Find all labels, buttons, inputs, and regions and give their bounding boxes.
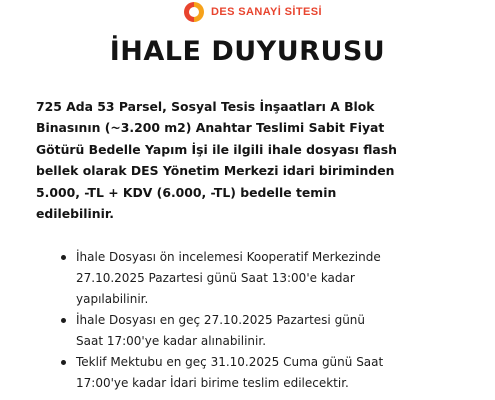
paragraph-line: 5.000, -TL + KDV (6.000, -TL) bedelle temin — [36, 184, 337, 200]
list-item — [60, 352, 480, 394]
list-item-line: 17:00'ye kadar İdari birime teslim edilecektir. — [76, 376, 349, 390]
list-item-line: İhale Dosyası ön incelemesi Kooperatif Merkezinde — [76, 250, 381, 264]
list-item — [60, 310, 480, 352]
des-logo-icon — [183, 1, 205, 23]
paragraph-line: 725 Ada 53 Parsel, Sosyal Tesis İnşaatları A Blok — [36, 99, 375, 114]
list-item-line: yapılabilinir. — [76, 292, 149, 306]
list-item-line: 27.10.2025 Pazartesi günü Saat 13:00'e kadar — [76, 271, 355, 285]
bullet-icon — [61, 318, 66, 323]
brand-name: DES SANAYİ SİTESİ — [211, 6, 322, 18]
header — [183, 0, 322, 24]
announcement-paragraph — [36, 96, 466, 224]
details-list — [60, 247, 480, 394]
paragraph-line: bellek olarak DES Yönetim Merkezi idari biriminden — [36, 163, 395, 179]
bullet-icon — [61, 360, 66, 365]
list-item-line: İhale Dosyası en geç 27.10.2025 Pazartesi günü — [76, 313, 366, 327]
paragraph-line: edilebilinir. — [36, 206, 114, 222]
page-title: İHALE DUYURUSU — [109, 36, 386, 67]
bullet-icon — [61, 255, 66, 260]
paragraph-line: Götürü Bedelle Yapım İşi ile ilgili ihale dosyası flash — [36, 141, 397, 157]
list-item-line: Teklif Mektubu en geç 31.10.2025 Cuma günü Saat — [76, 355, 384, 369]
paragraph-line: Binasının (~3.200 m2) Anahtar Teslimi Sabit Fiyat — [36, 120, 385, 136]
list-item — [60, 247, 480, 310]
list-item-line: Saat 17:00'ye kadar alınabilinir. — [76, 334, 267, 348]
